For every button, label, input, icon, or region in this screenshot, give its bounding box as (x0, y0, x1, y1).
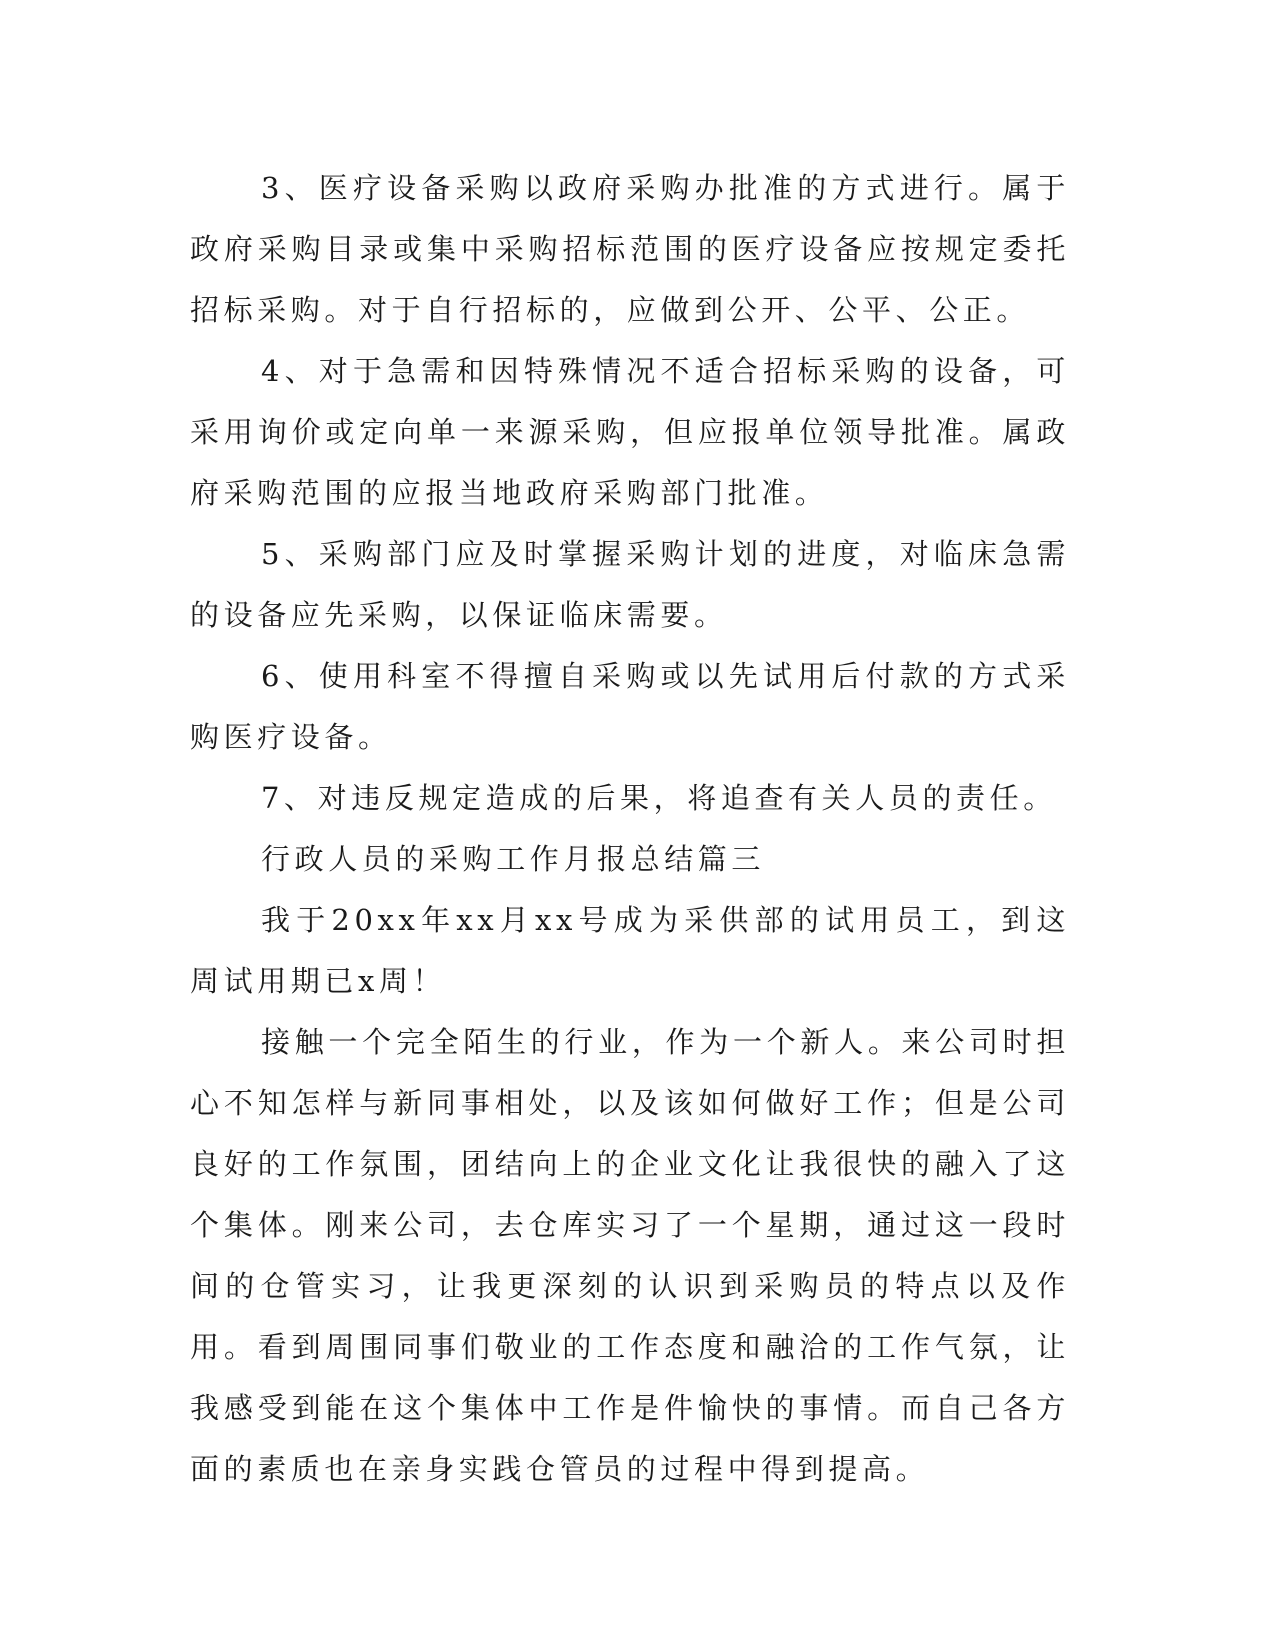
paragraph-experience: 接触一个完全陌生的行业，作为一个新人。来公司时担心不知怎样与新同事相处，以及该如何做好工作；但是公司良好的工作氛围，团结向上的企业文化让我很快的融入了这个集体。刚来公司，去仓库实习了一个星期，通过这一段时间的仓管实习，让我更深刻的认识到采购员的特点以及作用。看到周围同事们敬业的工作态度和融洽的工作气氛，让我感受到能在这个集体中工作是件愉快的事情。而自己各方面的素质也在亲身实践仓管员的过程中得到提高。 (190, 1025, 1070, 1486)
paragraph-item-6: 6、使用科室不得擅自采购或以先试用后付款的方式采购医疗设备。 (190, 659, 1070, 754)
paragraph-item-4: 4、对于急需和因特殊情况不适合招标采购的设备，可采用询价或定向单一来源采购，但应报单位领导批准。属政府采购范围的应报当地政府采购部门批准。 (190, 354, 1070, 510)
paragraph-item-7: 7、对违反规定造成的后果，将追查有关人员的责任。 (261, 781, 1057, 815)
paragraph-item-3: 3、医疗设备采购以政府采购办批准的方式进行。属于政府采购目录或集中采购招标范围的医疗设备应按规定委托招标采购。对于自行招标的，应做到公开、公平、公正。 (190, 171, 1070, 327)
paragraph-item-5: 5、采购部门应及时掌握采购计划的进度，对临床急需的设备应先采购，以保证临床需要。 (190, 537, 1070, 632)
paragraph-intro: 我于20xx年xx月xx号成为采供部的试用员工，到这周试用期已x周！ (190, 903, 1070, 998)
document-body (190, 158, 1070, 1500)
section-heading: 行政人员的采购工作月报总结篇三 (261, 842, 766, 876)
